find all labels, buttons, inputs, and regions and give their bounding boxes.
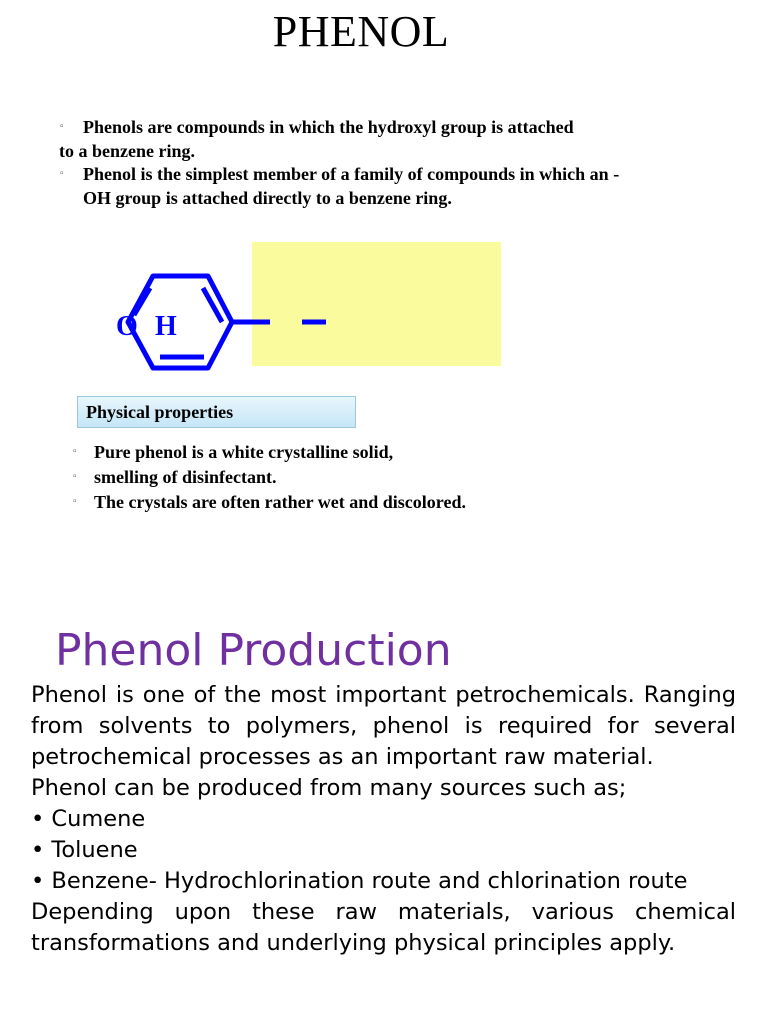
source-item-toluene: • Toluene	[31, 837, 138, 863]
bullet-marker: ▫	[60, 121, 64, 132]
source-item-benzene: • Benzene- Hydrochlorination route and chlorination route	[31, 868, 688, 894]
production-text-line-1: Phenol is one of the most important petrochemicals. Ranging	[31, 682, 736, 708]
section-heading: Phenol Production	[55, 625, 452, 676]
benzene-ring-structure	[112, 270, 342, 380]
production-text-line-8: Depending upon these raw materials, various chemical	[31, 899, 736, 925]
production-text-line-4: Phenol can be produced from many sources such as;	[31, 775, 627, 801]
property-item-2: smelling of disinfectant.	[94, 467, 277, 487]
bullet-marker: ▫	[73, 471, 77, 482]
intro-bullet-1-line-1: Phenols are compounds in which the hydroxyl group is attached	[83, 117, 574, 137]
property-item-1: Pure phenol is a white crystalline solid,	[94, 442, 394, 462]
source-item-cumene: • Cumene	[31, 806, 146, 832]
bullet-marker: ▫	[60, 168, 64, 179]
hydrogen-atom-label: H	[155, 311, 177, 342]
production-text-line-9: transformations and underlying physical principles apply.	[31, 930, 676, 956]
bullet-marker: ▫	[73, 496, 77, 507]
bullet-marker: ▫	[73, 446, 77, 457]
property-item-3: The crystals are often rather wet and discolored.	[94, 492, 466, 512]
production-text-line-3: petrochemical processes as an important raw material.	[31, 744, 654, 770]
page-title: PHENOL	[272, 7, 450, 56]
oxygen-atom-label: O	[116, 311, 138, 342]
intro-bullet-1-line-2: to a benzene ring.	[59, 141, 195, 161]
intro-bullet-2-line-1: Phenol is the simplest member of a family of compounds in which an -	[83, 164, 620, 184]
physical-properties-label: Physical properties	[77, 396, 356, 428]
production-text-line-2: from solvents to polymers, phenol is required for several	[31, 713, 736, 739]
intro-bullet-2-line-2: OH group is attached directly to a benzene ring.	[83, 188, 452, 208]
